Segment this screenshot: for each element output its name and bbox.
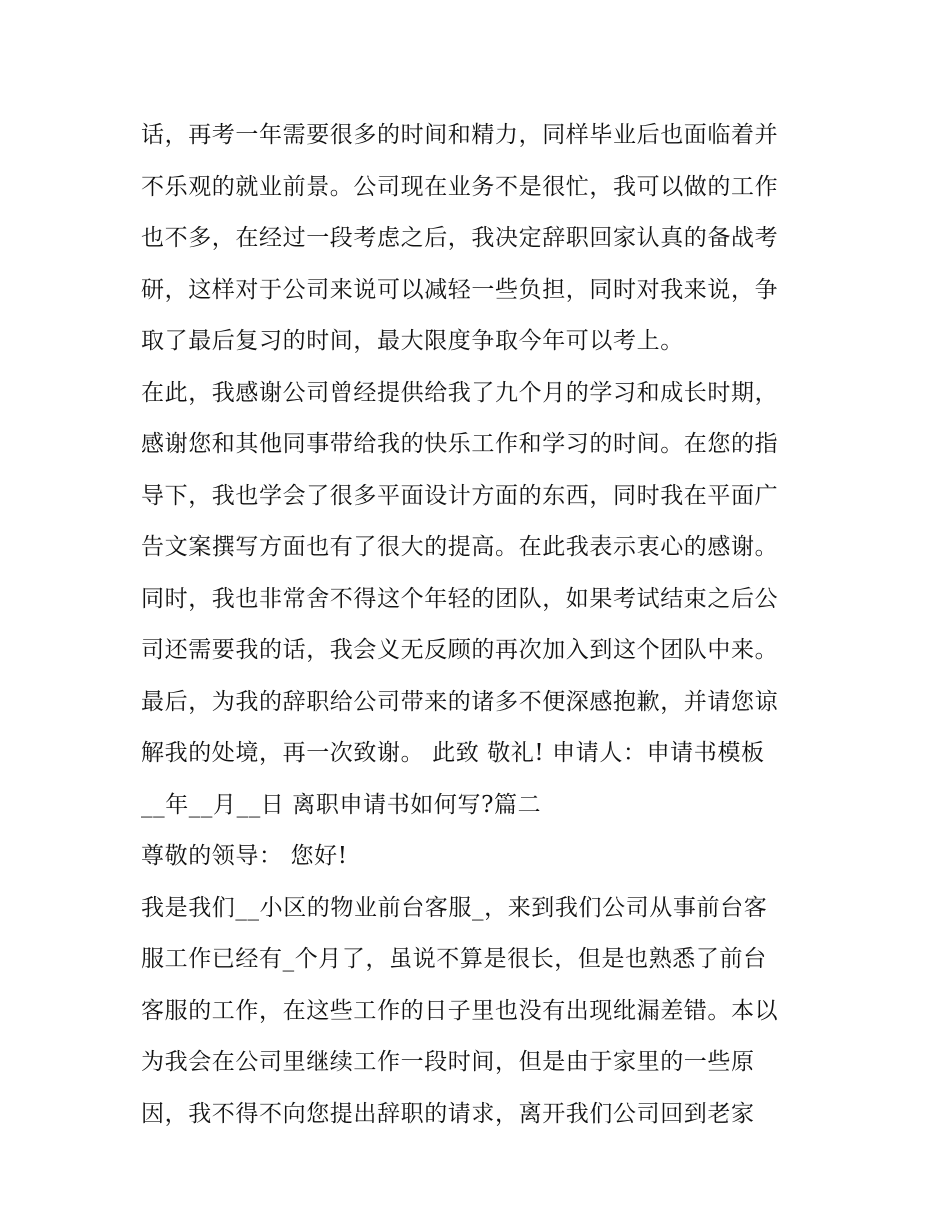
- text-line: 在此，我感谢公司曾经提供给我了九个月的学习和成长时期，: [141, 379, 779, 406]
- body-text: [141, 110, 831, 1140]
- text-line: 因，我不得不向您提出辞职的请求，离开我们公司回到老家: [141, 1100, 755, 1127]
- text-line: 话，再考一年需要很多的时间和精力，同样毕业后也面临着并: [141, 122, 779, 148]
- text-line: 最后，为我的辞职给公司带来的诸多不便深感抱歉，并请您谅: [141, 688, 779, 715]
- text-line: 同时，我也非常舍不得这个年轻的团队，如果考试结束之后公: [141, 585, 779, 612]
- text-line: __年__月__日 离职申请书如何写?篇二: [141, 791, 542, 818]
- text-line: 研，这样对于公司来说可以减轻一些负担，同时对我来说，争: [141, 276, 779, 303]
- text-line: 尊敬的领导： 您好!: [141, 843, 348, 869]
- text-line: 司还需要我的话，我会义无反顾的再次加入到这个团队中来。: [141, 637, 779, 663]
- text-line: 为我会在公司里继续工作一段时间，但是由于家里的一些原: [141, 1049, 755, 1075]
- text-line: 告文案撰写方面也有了很大的提高。在此我表示衷心的感谢。: [141, 534, 779, 560]
- text-line: 导下，我也学会了很多平面设计方面的东西，同时我在平面广: [141, 482, 779, 509]
- text-line: 也不多，在经过一段考虑之后，我决定辞职回家认真的备战考: [141, 225, 779, 251]
- text-line: 解我的处境，再一次致谢。 此致 敬礼! 申请人：申请书模板: [141, 740, 765, 766]
- text-line: 服工作已经有_个月了，虽说不算是很长，但是也熟悉了前台: [141, 946, 767, 972]
- text-line: 取了最后复习的时间，最大限度争取今年可以考上。: [141, 328, 684, 354]
- text-line: 我是我们__小区的物业前台客服_，来到我们公司从事前台客: [141, 894, 768, 921]
- text-line: 感谢您和其他同事带给我的快乐工作和学习的时间。在您的指: [141, 431, 779, 457]
- text-line: 不乐观的就业前景。公司现在业务不是很忙，我可以做的工作: [141, 173, 779, 200]
- text-line: 客服的工作，在这些工作的日子里也没有出现纰漏差错。本以: [141, 997, 779, 1024]
